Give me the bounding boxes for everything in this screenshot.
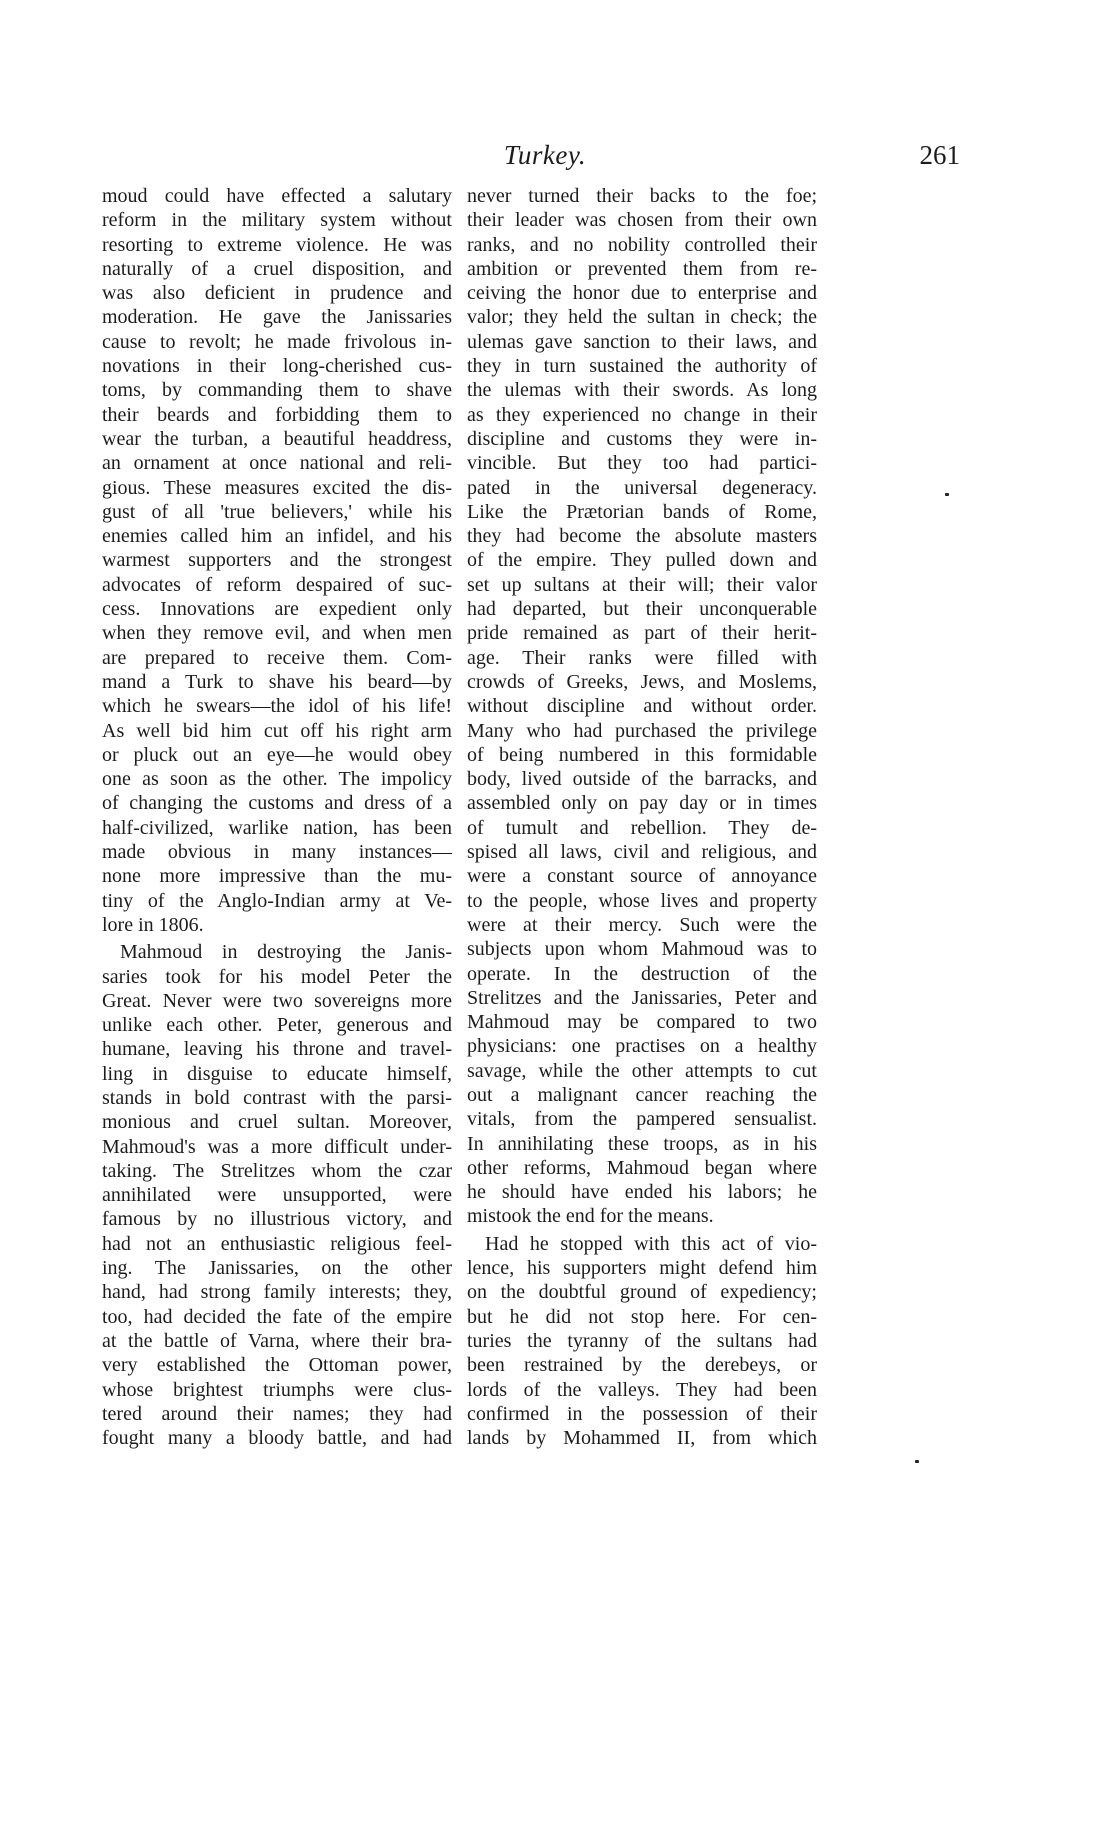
text-line: taking. The Strelitzes whom the czar	[102, 1159, 452, 1182]
text-line: had departed, but their unconquerable	[467, 598, 817, 621]
paragraph	[102, 940, 452, 1450]
text-line: pride remained as part of their herit-	[467, 622, 817, 645]
text-line: other reforms, Mahmoud began where	[467, 1156, 817, 1179]
text-line: when they remove evil, and when men	[102, 622, 452, 645]
text-line: moud could have effected a salutary	[102, 185, 452, 207]
text-line: on the doubtful ground of expediency;	[467, 1281, 817, 1304]
print-speck	[945, 493, 949, 496]
text-line: moderation. He gave the Janissaries	[102, 306, 452, 329]
text-line: which he swears—the idol of his life!	[102, 695, 452, 718]
text-line: discipline and customs they were in-	[467, 427, 817, 450]
text-line: As well bid him cut off his right arm	[102, 719, 452, 742]
text-line: In annihilating these troops, as in his	[467, 1132, 817, 1155]
text-line: hand, had strong family interests; they,	[102, 1281, 452, 1304]
text-line: to the people, whose lives and property	[467, 889, 817, 912]
text-line: they in turn sustained the authority of	[467, 355, 817, 378]
text-line: annihilated were unsupported, were	[102, 1184, 452, 1207]
text-line: gious. These measures excited the dis-	[102, 476, 452, 499]
text-line: gust of all 'true believers,' while his	[102, 500, 452, 523]
text-line: whose brightest triumphs were clus-	[102, 1378, 452, 1401]
text-line: of tumult and rebellion. They de-	[467, 816, 817, 839]
text-line: at the battle of Varna, where their bra-	[102, 1329, 452, 1352]
text-line: ulemas gave sanction to their laws, and	[467, 330, 817, 353]
text-line: an ornament at once national and reli-	[102, 452, 452, 475]
text-line: unlike each other. Peter, generous and	[102, 1014, 452, 1037]
text-line: Mahmoud may be compared to two	[467, 1011, 817, 1034]
text-line: as they experienced no change in their	[467, 403, 817, 426]
text-line: half-civilized, warlike nation, has been	[102, 816, 452, 839]
text-line: saries took for his model Peter the	[102, 965, 452, 988]
text-line: made obvious in many instances—	[102, 841, 452, 864]
text-line: novations in their long-cherished cus-	[102, 355, 452, 378]
text-line: ranks, and no nobility controlled their	[467, 233, 817, 256]
text-line: tered around their names; they had	[102, 1402, 452, 1425]
text-line: very established the Ottoman power,	[102, 1354, 452, 1377]
text-line: confirmed in the possession of their	[467, 1402, 817, 1425]
text-line: were at their mercy. Such were the	[467, 913, 817, 936]
running-title: Turkey.	[503, 140, 587, 170]
text-line: without discipline and without order.	[467, 695, 817, 718]
text-line: too, had decided the fate of the empire	[102, 1305, 452, 1328]
text-line: of the empire. They pulled down and	[467, 549, 817, 572]
text-line: are prepared to receive them. Com-	[102, 646, 452, 669]
text-line: savage, while the other attempts to cut	[467, 1059, 817, 1082]
text-line: famous by no illustrious victory, and	[102, 1208, 452, 1231]
text-line: he should have ended his labors; he	[467, 1181, 817, 1204]
text-line: subjects upon whom Mahmoud was to	[467, 938, 817, 961]
text-line: vincible. But they too had partici-	[467, 452, 817, 475]
text-line: none more impressive than the mu-	[102, 865, 452, 888]
text-line: reform in the military system without	[102, 209, 452, 232]
text-line: Strelitzes and the Janissaries, Peter and	[467, 986, 817, 1009]
text-line: body, lived outside of the barracks, and	[467, 768, 817, 791]
right-column	[467, 184, 817, 1450]
text-line: lands by Mohammed II, from which	[467, 1427, 817, 1450]
text-line: fought many a bloody battle, and had	[102, 1427, 452, 1450]
text-line: spised all laws, civil and religious, and	[467, 841, 817, 864]
text-line: Many who had purchased the privilege	[467, 719, 817, 742]
text-line: Like the Prætorian bands of Rome,	[467, 500, 817, 523]
text-line: physicians: one practises on a healthy	[467, 1035, 817, 1058]
text-line: ing. The Janissaries, on the other	[102, 1257, 452, 1280]
text-line: pated in the universal degeneracy.	[467, 476, 817, 499]
text-line: age. Their ranks were filled with	[467, 646, 817, 669]
text-line: resorting to extreme violence. He was	[102, 233, 452, 256]
text-line: ling in disguise to educate himself,	[102, 1062, 452, 1085]
text-line: wear the turban, a beautiful headdress,	[102, 427, 452, 450]
text-line: naturally of a cruel disposition, and	[102, 257, 452, 280]
text-line: crowds of Greeks, Jews, and Moslems,	[467, 670, 817, 693]
text-line: were a constant source of annoyance	[467, 865, 817, 888]
text-line: out a malignant cancer reaching the	[467, 1083, 817, 1106]
text-line: vitals, from the pampered sensualist.	[467, 1108, 817, 1131]
text-line: Mahmoud in destroying the Janis-	[120, 941, 452, 964]
text-line: had not an enthusiastic religious feel-	[102, 1232, 452, 1255]
text-line: their leader was chosen from their own	[467, 209, 817, 232]
text-line: the ulemas with their swords. As long	[467, 379, 817, 402]
text-line: ambition or prevented them from re-	[467, 257, 817, 280]
text-line: tiny of the Anglo-Indian army at Ve-	[102, 889, 452, 912]
text-line: humane, leaving his throne and travel-	[102, 1038, 452, 1061]
text-line: toms, by commanding them to shave	[102, 379, 452, 402]
left-column	[102, 184, 452, 1450]
print-speck	[915, 1460, 919, 1463]
text-line: of changing the customs and dress of a	[102, 792, 452, 815]
text-line: assembled only on pay day or in times	[467, 792, 817, 815]
text-line: valor; they held the sultan in check; the	[467, 306, 817, 329]
text-line: operate. In the destruction of the	[467, 962, 817, 985]
text-line: enemies called him an infidel, and his	[102, 525, 452, 548]
paragraph	[467, 1232, 817, 1451]
text-line: mistook the end for the means.	[467, 1205, 714, 1228]
text-line: set up sultans at their will; their valor	[467, 573, 817, 596]
text-line: never turned their backs to the foe;	[467, 185, 817, 207]
text-line: mand a Turk to shave his beard—by	[102, 670, 452, 693]
page-number: 261	[919, 140, 960, 170]
text-line: advocates of reform despaired of suc-	[102, 573, 452, 596]
text-line: or pluck out an eye—he would obey	[102, 743, 452, 766]
text-line: one as soon as the other. The impolicy	[102, 768, 452, 791]
text-line: cess. Innovations are expedient only	[102, 598, 452, 621]
text-line: lore in 1806.	[102, 913, 204, 936]
text-line: they had become the absolute masters	[467, 525, 817, 548]
text-line: been restrained by the derebeys, or	[467, 1354, 817, 1377]
text-line: warmest supporters and the strongest	[102, 549, 452, 572]
text-line: their beards and forbidding them to	[102, 403, 452, 426]
text-line: turies the tyranny of the sultans had	[467, 1329, 817, 1352]
text-line: Great. Never were two sovereigns more	[102, 989, 452, 1012]
text-line: ceiving the honor due to enterprise and	[467, 282, 817, 305]
text-line: Had he stopped with this act of vio-	[485, 1232, 817, 1255]
text-line: cause to revolt; he made frivolous in-	[102, 330, 452, 353]
text-line: Mahmoud's was a more difficult under-	[102, 1135, 452, 1158]
text-line: of being numbered in this formidable	[467, 743, 817, 766]
text-line: was also deficient in prudence and	[102, 282, 452, 305]
text-line: stands in bold contrast with the parsi-	[102, 1086, 452, 1109]
text-line: lence, his supporters might defend him	[467, 1257, 817, 1280]
text-line: lords of the valleys. They had been	[467, 1378, 817, 1401]
text-line: but he did not stop here. For cen-	[467, 1305, 817, 1328]
paragraph	[467, 184, 817, 1229]
paragraph	[102, 184, 452, 937]
text-line: monious and cruel sultan. Moreover,	[102, 1111, 452, 1134]
